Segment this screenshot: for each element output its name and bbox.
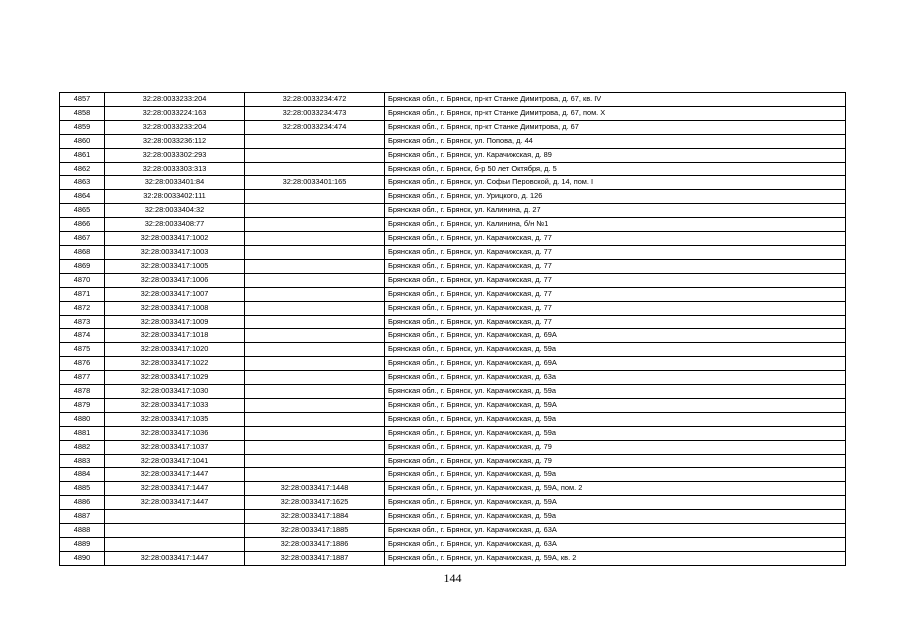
address-cell: Брянская обл., г. Брянск, ул. Попова, д. 44 (385, 134, 846, 148)
parcel-number-cell: 32:28:0033224:163 (105, 106, 245, 120)
object-number-cell: 32:28:0033234:474 (245, 120, 385, 134)
table-row (60, 301, 846, 315)
row-number-cell: 4880 (60, 412, 105, 426)
row-number-cell: 4859 (60, 120, 105, 134)
row-number-cell: 4871 (60, 287, 105, 301)
table-row (60, 357, 846, 371)
table-row (60, 398, 846, 412)
address-cell: Брянская обл., г. Брянск, ул. Карачижская, д. 69А (385, 329, 846, 343)
table-row (60, 315, 846, 329)
address-cell: Брянская обл., г. Брянск, ул. Карачижская, д. 79 (385, 440, 846, 454)
table-row (60, 412, 846, 426)
table-row (60, 440, 846, 454)
address-cell: Брянская обл., г. Брянск, ул. Калинина, д. 27 (385, 204, 846, 218)
object-number-cell (245, 371, 385, 385)
object-number-cell: 32:28:0033401:165 (245, 176, 385, 190)
object-number-cell (245, 245, 385, 259)
table-row (60, 120, 846, 134)
table-row (60, 259, 846, 273)
parcel-number-cell: 32:28:0033417:1009 (105, 315, 245, 329)
object-number-cell (245, 218, 385, 232)
parcel-number-cell: 32:28:0033417:1041 (105, 454, 245, 468)
parcel-number-cell: 32:28:0033417:1033 (105, 398, 245, 412)
parcel-number-cell: 32:28:0033417:1003 (105, 245, 245, 259)
row-number-cell: 4877 (60, 371, 105, 385)
row-number-cell: 4881 (60, 426, 105, 440)
table-row (60, 190, 846, 204)
table-row (60, 538, 846, 552)
row-number-cell: 4883 (60, 454, 105, 468)
table-row (60, 524, 846, 538)
table-body (60, 93, 846, 566)
table-row (60, 204, 846, 218)
row-number-cell: 4872 (60, 301, 105, 315)
object-number-cell: 32:28:0033417:1884 (245, 510, 385, 524)
address-cell: Брянская обл., г. Брянск, ул. Урицкого, д. 126 (385, 190, 846, 204)
row-number-cell: 4863 (60, 176, 105, 190)
parcel-number-cell: 32:28:0033417:1008 (105, 301, 245, 315)
parcel-number-cell: 32:28:0033417:1036 (105, 426, 245, 440)
object-number-cell: 32:28:0033234:473 (245, 106, 385, 120)
address-cell: Брянская обл., г. Брянск, ул. Софьи Перовской, д. 14, пом. I (385, 176, 846, 190)
address-cell: Брянская обл., г. Брянск, ул. Карачижская, д. 59А, пом. 2 (385, 482, 846, 496)
parcel-number-cell: 32:28:0033233:204 (105, 93, 245, 107)
parcel-number-cell: 32:28:0033417:1447 (105, 468, 245, 482)
row-number-cell: 4889 (60, 538, 105, 552)
object-number-cell (245, 259, 385, 273)
parcel-number-cell: 32:28:0033303:313 (105, 162, 245, 176)
parcel-number-cell: 32:28:0033417:1029 (105, 371, 245, 385)
object-number-cell: 32:28:0033417:1885 (245, 524, 385, 538)
table-row (60, 245, 846, 259)
address-cell: Брянская обл., г. Брянск, ул. Карачижская, д. 59А (385, 496, 846, 510)
parcel-number-cell: 32:28:0033401:84 (105, 176, 245, 190)
parcel-number-cell: 32:28:0033417:1018 (105, 329, 245, 343)
row-number-cell: 4864 (60, 190, 105, 204)
address-cell: Брянская обл., г. Брянск, пр-кт Станке Димитрова, д. 67 (385, 120, 846, 134)
table-row (60, 482, 846, 496)
address-cell: Брянская обл., г. Брянск, б-р 50 лет Октября, д. 5 (385, 162, 846, 176)
object-number-cell: 32:28:0033234:472 (245, 93, 385, 107)
object-number-cell (245, 134, 385, 148)
row-number-cell: 4862 (60, 162, 105, 176)
address-cell: Брянская обл., г. Брянск, ул. Карачижская, д. 77 (385, 315, 846, 329)
address-cell: Брянская обл., г. Брянск, ул. Карачижская, д. 69А (385, 357, 846, 371)
parcel-number-cell: 32:28:0033417:1447 (105, 482, 245, 496)
address-cell: Брянская обл., г. Брянск, ул. Карачижская, д. 77 (385, 287, 846, 301)
row-number-cell: 4861 (60, 148, 105, 162)
row-number-cell: 4888 (60, 524, 105, 538)
row-number-cell: 4858 (60, 106, 105, 120)
parcel-number-cell: 32:28:0033233:204 (105, 120, 245, 134)
address-cell: Брянская обл., г. Брянск, ул. Карачижская, д. 77 (385, 232, 846, 246)
address-cell: Брянская обл., г. Брянск, ул. Карачижская, д. 59а (385, 426, 846, 440)
property-table (59, 92, 846, 566)
address-cell: Брянская обл., г. Брянск, ул. Карачижская, д. 63А (385, 524, 846, 538)
table-row (60, 106, 846, 120)
table-row (60, 371, 846, 385)
table-row (60, 343, 846, 357)
parcel-number-cell: 32:28:0033417:1022 (105, 357, 245, 371)
table-row (60, 287, 846, 301)
object-number-cell: 32:28:0033417:1886 (245, 538, 385, 552)
object-number-cell: 32:28:0033417:1887 (245, 551, 385, 565)
row-number-cell: 4867 (60, 232, 105, 246)
row-number-cell: 4870 (60, 273, 105, 287)
table-row (60, 93, 846, 107)
object-number-cell (245, 385, 385, 399)
address-cell: Брянская обл., г. Брянск, ул. Карачижская, д. 77 (385, 245, 846, 259)
table-row (60, 551, 846, 565)
object-number-cell (245, 315, 385, 329)
parcel-number-cell: 32:28:0033417:1002 (105, 232, 245, 246)
address-cell: Брянская обл., г. Брянск, пр-кт Станке Димитрова, д. 67, пом. X (385, 106, 846, 120)
address-cell: Брянская обл., г. Брянск, ул. Карачижская, д. 59а (385, 385, 846, 399)
object-number-cell (245, 398, 385, 412)
address-cell: Брянская обл., г. Брянск, ул. Карачижская, д. 63А (385, 538, 846, 552)
parcel-number-cell: 32:28:0033417:1447 (105, 496, 245, 510)
table-row (60, 176, 846, 190)
address-cell: Брянская обл., г. Брянск, ул. Карачижская, д. 77 (385, 273, 846, 287)
parcel-number-cell: 32:28:0033417:1020 (105, 343, 245, 357)
parcel-number-cell: 32:28:0033417:1030 (105, 385, 245, 399)
parcel-number-cell: 32:28:0033417:1007 (105, 287, 245, 301)
object-number-cell (245, 204, 385, 218)
row-number-cell: 4875 (60, 343, 105, 357)
table-row (60, 454, 846, 468)
table-row (60, 232, 846, 246)
table-row (60, 162, 846, 176)
address-cell: Брянская обл., г. Брянск, ул. Карачижская, д. 59а (385, 468, 846, 482)
parcel-number-cell: 32:28:0033417:1006 (105, 273, 245, 287)
table-row (60, 134, 846, 148)
table-row (60, 273, 846, 287)
object-number-cell (245, 468, 385, 482)
address-cell: Брянская обл., г. Брянск, ул. Карачижская, д. 59а (385, 412, 846, 426)
row-number-cell: 4890 (60, 551, 105, 565)
row-number-cell: 4873 (60, 315, 105, 329)
address-cell: Брянская обл., г. Брянск, ул. Карачижская, д. 89 (385, 148, 846, 162)
row-number-cell: 4865 (60, 204, 105, 218)
row-number-cell: 4887 (60, 510, 105, 524)
address-cell: Брянская обл., г. Брянск, ул. Карачижская, д. 77 (385, 301, 846, 315)
object-number-cell (245, 232, 385, 246)
parcel-number-cell: 32:28:0033402:111 (105, 190, 245, 204)
table-row (60, 148, 846, 162)
row-number-cell: 4857 (60, 93, 105, 107)
object-number-cell (245, 190, 385, 204)
parcel-number-cell: 32:28:0033236:112 (105, 134, 245, 148)
table-row (60, 496, 846, 510)
address-cell: Брянская обл., г. Брянск, ул. Карачижская, д. 59а (385, 343, 846, 357)
object-number-cell (245, 343, 385, 357)
object-number-cell (245, 412, 385, 426)
parcel-number-cell: 32:28:0033404:32 (105, 204, 245, 218)
address-cell: Брянская обл., г. Брянск, ул. Карачижская, д. 59а (385, 510, 846, 524)
parcel-number-cell: 32:28:0033417:1035 (105, 412, 245, 426)
parcel-number-cell: 32:28:0033417:1005 (105, 259, 245, 273)
row-number-cell: 4882 (60, 440, 105, 454)
row-number-cell: 4886 (60, 496, 105, 510)
row-number-cell: 4866 (60, 218, 105, 232)
table-row (60, 218, 846, 232)
object-number-cell (245, 357, 385, 371)
row-number-cell: 4874 (60, 329, 105, 343)
address-cell: Брянская обл., г. Брянск, ул. Карачижская, д. 77 (385, 259, 846, 273)
row-number-cell: 4884 (60, 468, 105, 482)
parcel-number-cell: 32:28:0033408:77 (105, 218, 245, 232)
parcel-number-cell (105, 538, 245, 552)
row-number-cell: 4868 (60, 245, 105, 259)
parcel-number-cell (105, 510, 245, 524)
row-number-cell: 4860 (60, 134, 105, 148)
row-number-cell: 4878 (60, 385, 105, 399)
table-row (60, 385, 846, 399)
object-number-cell (245, 329, 385, 343)
table-row (60, 329, 846, 343)
row-number-cell: 4885 (60, 482, 105, 496)
address-cell: Брянская обл., г. Брянск, ул. Карачижская, д. 59А (385, 398, 846, 412)
object-number-cell (245, 273, 385, 287)
table-row (60, 468, 846, 482)
parcel-number-cell: 32:28:0033302:293 (105, 148, 245, 162)
table-row (60, 426, 846, 440)
object-number-cell (245, 301, 385, 315)
row-number-cell: 4879 (60, 398, 105, 412)
object-number-cell (245, 148, 385, 162)
object-number-cell (245, 440, 385, 454)
address-cell: Брянская обл., г. Брянск, ул. Карачижская, д. 63а (385, 371, 846, 385)
object-number-cell: 32:28:0033417:1625 (245, 496, 385, 510)
object-number-cell: 32:28:0033417:1448 (245, 482, 385, 496)
row-number-cell: 4876 (60, 357, 105, 371)
address-cell: Брянская обл., г. Брянск, ул. Карачижская, д. 79 (385, 454, 846, 468)
object-number-cell (245, 162, 385, 176)
row-number-cell: 4869 (60, 259, 105, 273)
parcel-number-cell: 32:28:0033417:1447 (105, 551, 245, 565)
table-row (60, 510, 846, 524)
parcel-number-cell: 32:28:0033417:1037 (105, 440, 245, 454)
page-number: 144 (443, 571, 462, 585)
object-number-cell (245, 426, 385, 440)
address-cell: Брянская обл., г. Брянск, ул. Калинина, б/н №1 (385, 218, 846, 232)
address-cell: Брянская обл., г. Брянск, ул. Карачижская, д. 59А, кв. 2 (385, 551, 846, 565)
object-number-cell (245, 454, 385, 468)
object-number-cell (245, 287, 385, 301)
address-cell: Брянская обл., г. Брянск, пр-кт Станке Димитрова, д. 67, кв. IV (385, 93, 846, 107)
parcel-number-cell (105, 524, 245, 538)
